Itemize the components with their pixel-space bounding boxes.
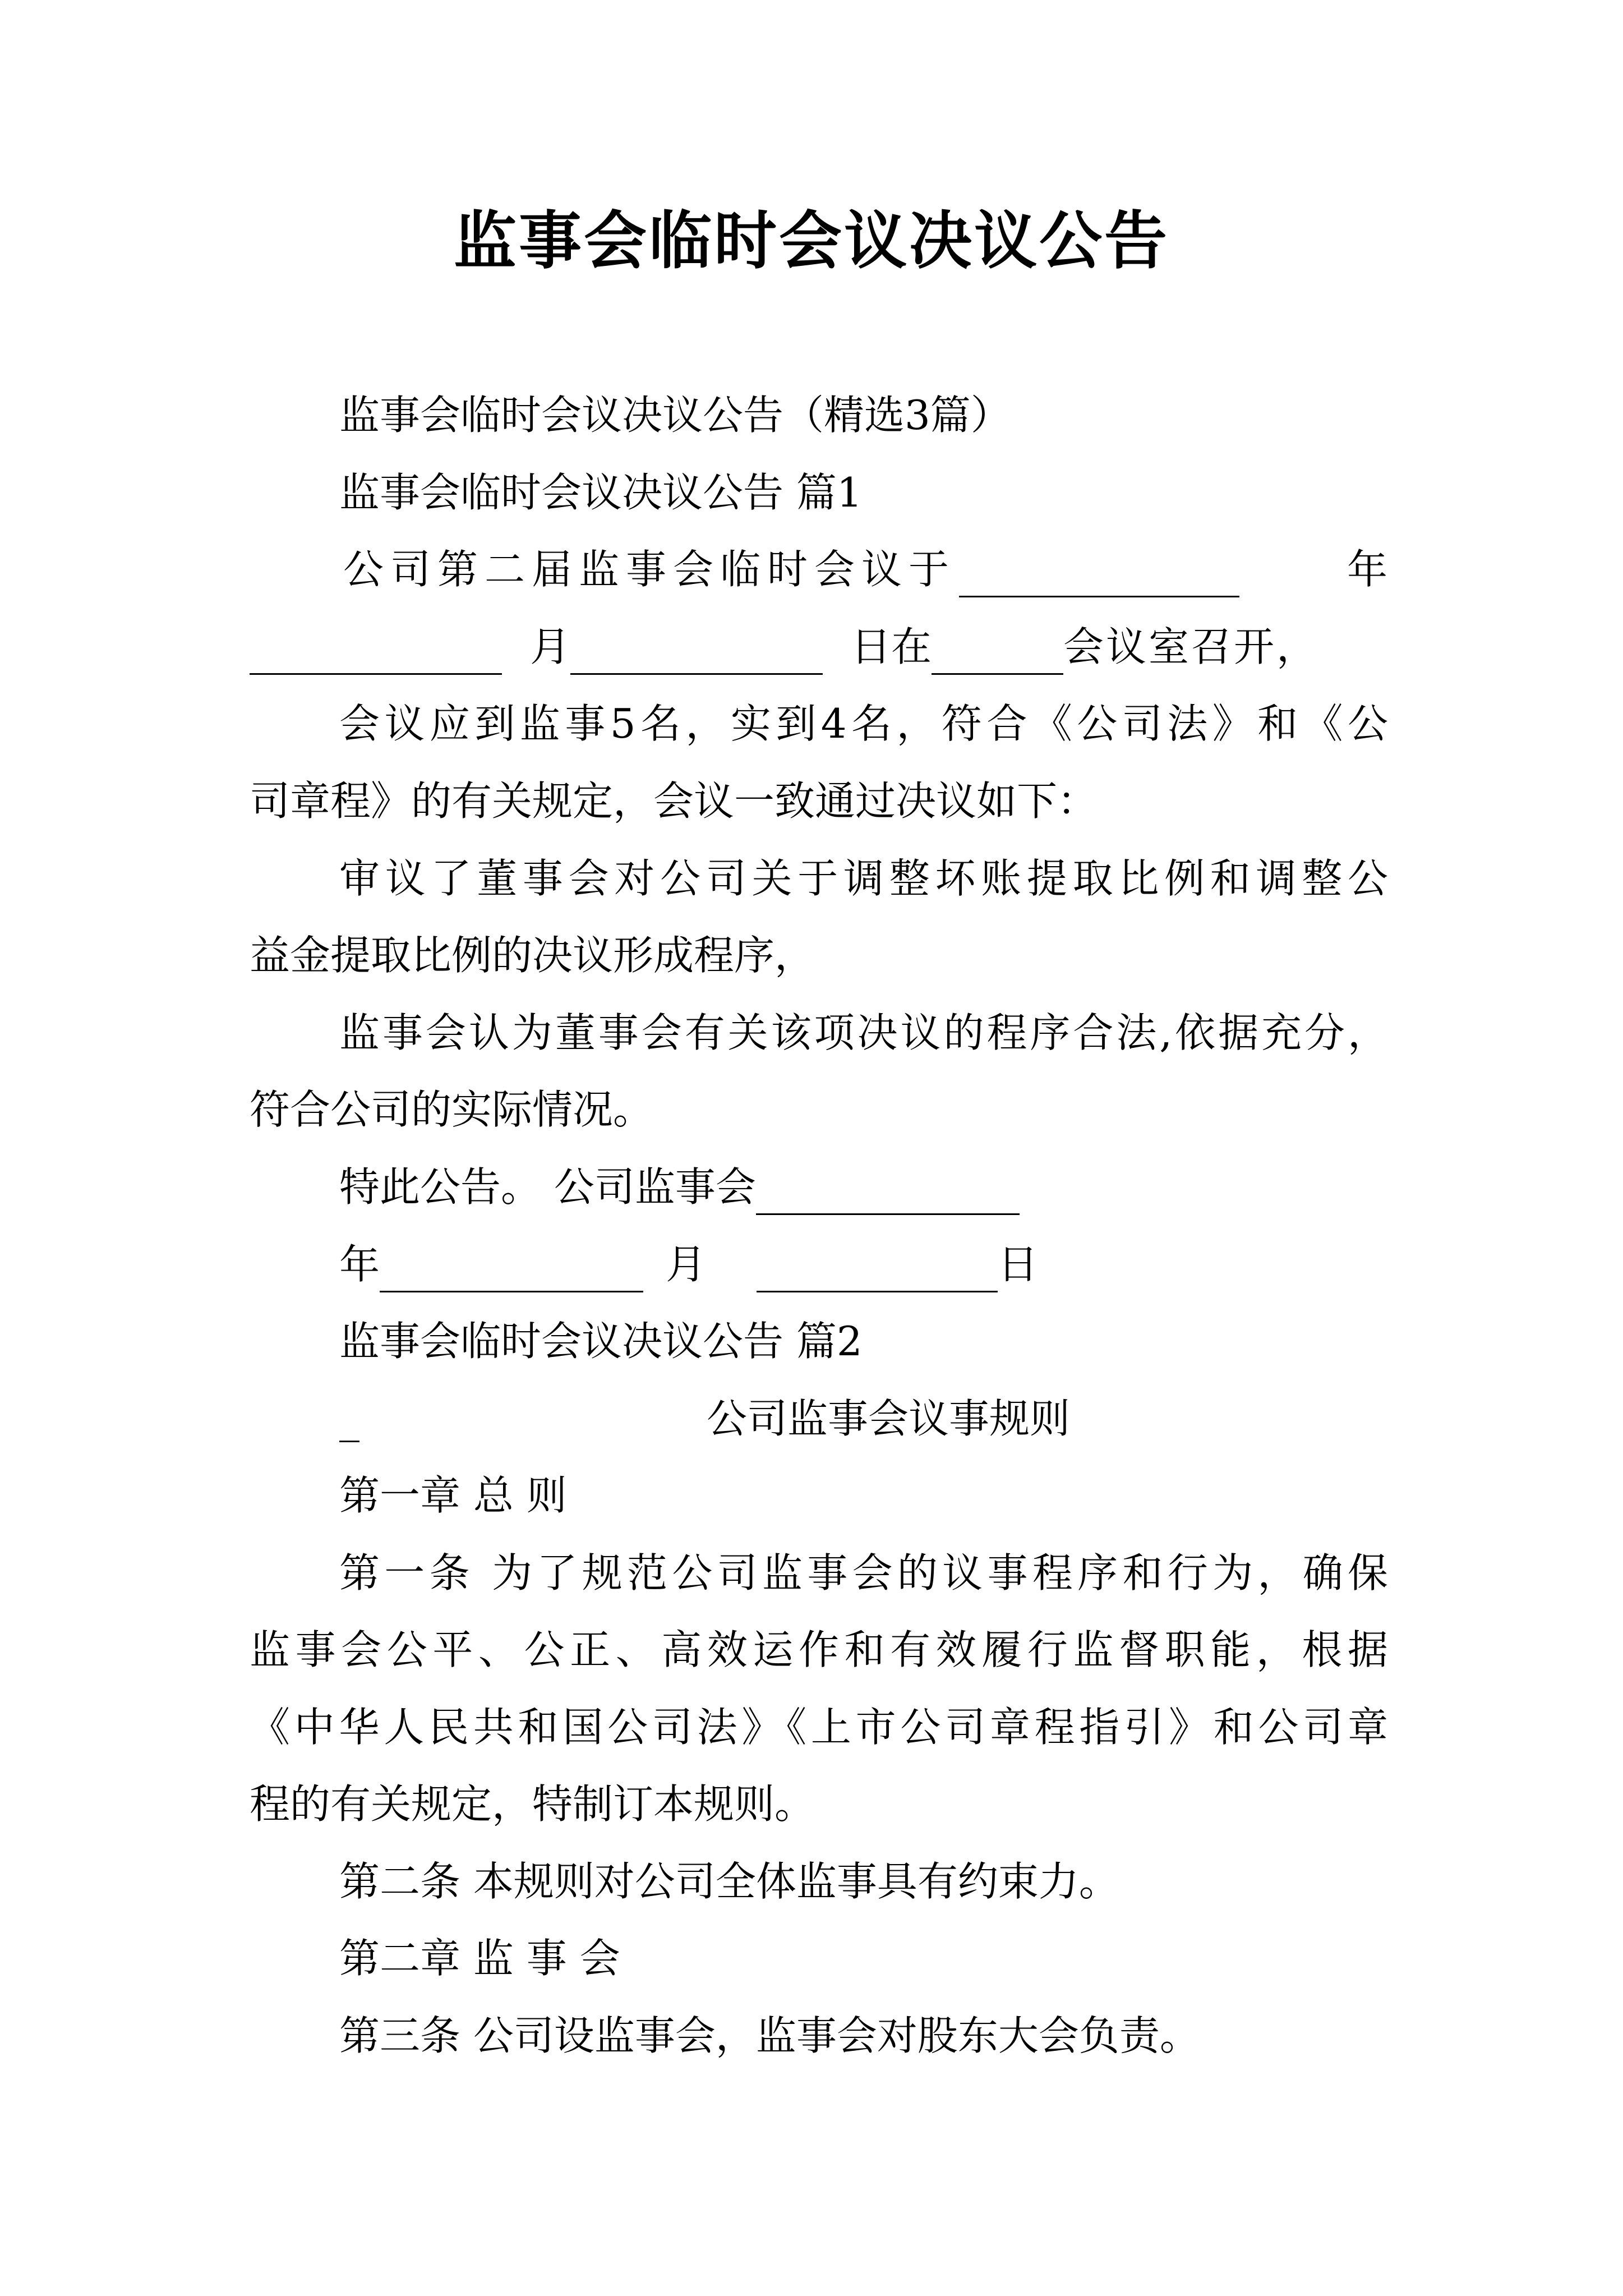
chapter-1-heading: 第一章 总 则 <box>339 1472 567 1519</box>
month-blank <box>250 636 502 675</box>
year-blank <box>959 559 1239 597</box>
document-subtitle: 监事会临时会议决议公告（精选3篇） <box>339 392 1011 439</box>
article-2: 第二条 本规则对公司全体监事具有约束力。 <box>339 1858 1119 1905</box>
opinion-line-1: 监事会认为董事会有关该项决议的程序合法,依据充分， <box>339 1009 1388 1056</box>
closing-line <box>339 1159 1020 1215</box>
rules-title: 公司监事会议事规则 <box>707 1395 1071 1442</box>
meeting-text-a: 公司第二届监事会临时会议于 <box>343 546 956 593</box>
meeting-line-2 <box>250 619 1319 675</box>
article-1-line-4: 程的有关规定，特制订本规则。 <box>250 1780 815 1828</box>
day-blank <box>570 636 823 675</box>
attendance-line-1: 会议应到监事5名，实到4名，符合《公司法》和《公 <box>339 700 1388 747</box>
review-line-2: 益金提取比例的决议形成程序， <box>250 932 815 979</box>
article-3: 第三条 公司设监事会，监事会对股东大会负责。 <box>339 2012 1200 2059</box>
opinion-line-2: 符合公司的实际情况。 <box>250 1086 654 1133</box>
day-label: 日在 <box>851 623 932 670</box>
article-1-line-2: 监事会公平、公正、高效运作和有效履行监督职能，根据 <box>250 1626 1388 1673</box>
attendance-line-2: 司章程》的有关规定，会议一致通过决议如下： <box>250 777 1098 825</box>
meeting-line-1 <box>343 541 1387 597</box>
location-text: 会议室召开， <box>1063 623 1320 670</box>
date-line <box>339 1236 1038 1292</box>
article-1-line-3: 《中华人民共和国公司法》《上市公司章程指引》和公司章 <box>250 1704 1388 1751</box>
signature-blank <box>756 1176 1020 1215</box>
date-month-label: 月 <box>666 1241 707 1288</box>
part2-heading: 监事会临时会议决议公告 篇2 <box>339 1318 863 1365</box>
blank-mark: _ <box>339 1395 359 1442</box>
chapter-2-heading: 第二章 监 事 会 <box>339 1935 620 1982</box>
date-year-blank <box>380 1254 643 1292</box>
article-1-line-1: 第一条 为了规范公司监事会的议事程序和行为，确保 <box>339 1549 1388 1596</box>
location-blank <box>932 636 1063 675</box>
date-day-label: 日 <box>998 1241 1039 1288</box>
date-year-label: 年 <box>339 1241 380 1288</box>
review-line-1: 审议了董事会对公司关于调整坏账提取比例和调整公 <box>339 855 1388 902</box>
month-label: 月 <box>530 623 571 670</box>
date-month-blank <box>757 1254 998 1292</box>
document-title: 监事会临时会议决议公告 <box>454 204 1169 278</box>
part1-heading: 监事会临时会议决议公告 篇1 <box>339 469 863 516</box>
year-label: 年 <box>1347 546 1387 593</box>
closing-text: 特此公告。 公司监事会 <box>339 1163 756 1211</box>
